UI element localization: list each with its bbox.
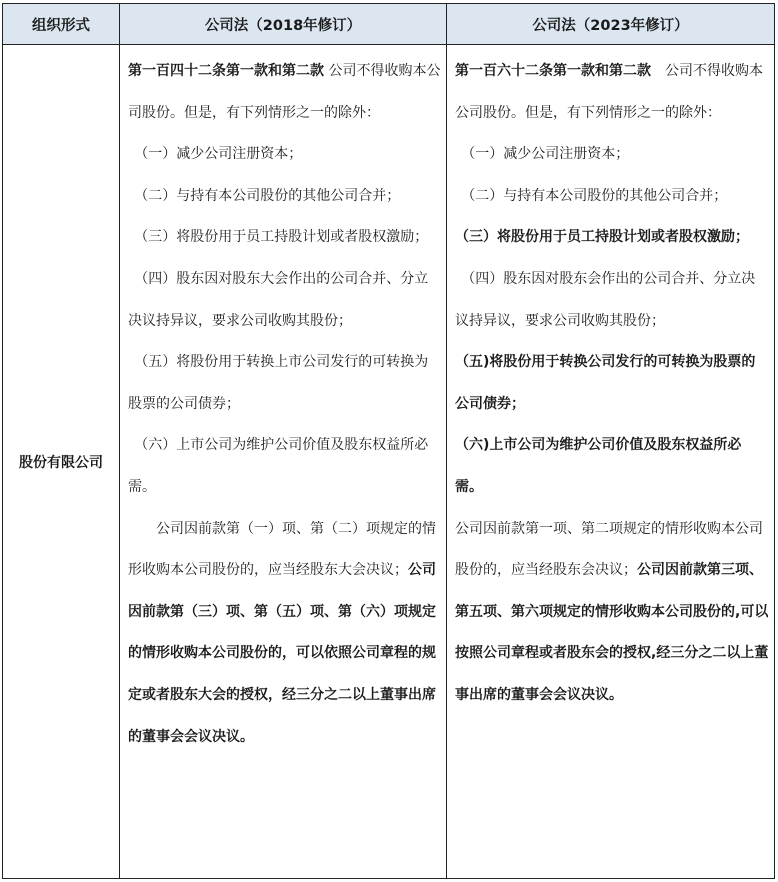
header-form: 组织形式 bbox=[3, 4, 120, 45]
law-2018-article bbox=[128, 51, 441, 134]
law-2018-item-5: （五）将股份用于转换上市公司发行的可转换为股票的公司债券； bbox=[128, 354, 429, 412]
law-2023-cell bbox=[447, 45, 775, 879]
law-2023-article-title: 第一百六十二条第一款和第二款 bbox=[455, 63, 651, 79]
law-2018-item-4: （四）股东因对股东大会作出的公司合并、分立决议持异议，要求公司收购其股份； bbox=[128, 270, 429, 329]
table-row bbox=[3, 45, 775, 879]
organization-form-cell: 股份有限公司 bbox=[3, 45, 120, 879]
header-row bbox=[3, 4, 775, 45]
law-2023-closing bbox=[455, 509, 769, 717]
law-2018-closing bbox=[128, 509, 441, 759]
law-2018-article-title: 第一百四十二条第一款和第二款 bbox=[128, 63, 324, 79]
law-2018-item-3: （三）将股份用于员工持股计划或者股权激励； bbox=[134, 229, 429, 246]
law-2023-item-1: （一）减少公司注册资本； bbox=[461, 146, 630, 163]
law-2023-item-6: （六)上市公司为维护公司价值及股东权益所必需。 bbox=[455, 437, 742, 495]
law-2018-closing-bold: 公司因前款第（三）项、第（五）项、第（六）项规定的情形收购本公司股份的，可以依照公司章程的规定或者股东大会的授权，经三分之二以上董事出席的董事会会议决议。 bbox=[128, 562, 436, 745]
header-law-2023: 公司法（2023年修订） bbox=[447, 4, 775, 45]
law-2023-closing-normal: 公司因前款第一项、第二项规定的情形收购本公司股份的，应当经股东会决议； bbox=[455, 520, 763, 579]
law-2018-closing-normal: 公司因前款第（一）项、第（二）项规定的情形收购本公司股份的，应当经股东大会决议； bbox=[128, 520, 436, 579]
law-2023-closing-bold: 公司因前款第三项、第五项、第六项规定的情形收购本公司股份的,可以按照公司章程或者股东会的授权,经三分之二以上董事出席的董事会会议决议。 bbox=[455, 562, 769, 703]
law-2018-item-6: （六）上市公司为维护公司价值及股东权益所必需。 bbox=[128, 437, 429, 495]
law-2023-item-4: （四）股东因对股东会作出的公司合并、分立决议持异议，要求公司收购其股份； bbox=[455, 270, 756, 329]
law-2018-article-intro: 公司不得收购本公司股份。但是，有下列情形之一的除外： bbox=[128, 63, 441, 121]
law-2023-item-5: （五)将股份用于转换公司发行的可转换为股票的公司债券； bbox=[455, 354, 756, 412]
law-2023-item-3: （三）将股份用于员工持股计划或者股权激励； bbox=[455, 229, 749, 246]
law-2018-item-1: （一）减少公司注册资本； bbox=[134, 146, 303, 163]
header-law-2018: 公司法（2018年修订） bbox=[120, 4, 447, 45]
law-2018-cell bbox=[120, 45, 447, 879]
law-2023-article bbox=[455, 51, 769, 134]
law-2018-item-2: （二）与持有本公司股份的其他公司合并； bbox=[134, 187, 401, 204]
law-2023-article-intro: 公司不得收购本公司股份。但是，有下列情形之一的除外： bbox=[455, 63, 763, 121]
law-comparison-table bbox=[2, 3, 775, 879]
law-2023-item-2: （二）与持有本公司股份的其他公司合并； bbox=[461, 187, 728, 204]
